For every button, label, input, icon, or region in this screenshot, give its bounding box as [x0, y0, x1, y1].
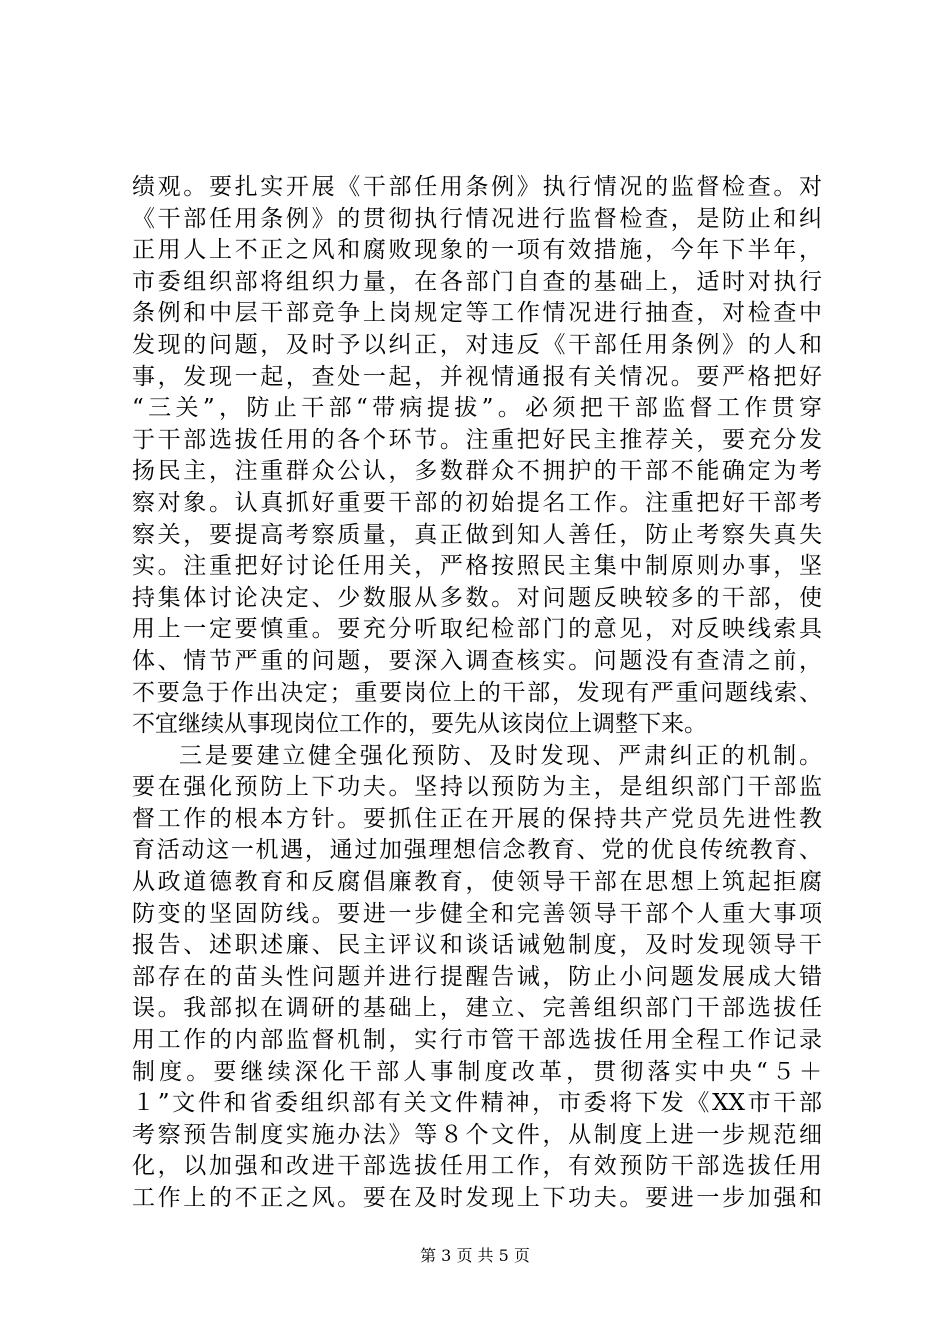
text-line: 持集体讨论决定、少数服从多数。对问题反映较多的干部，使 [132, 584, 822, 611]
text-line: 制度。要继续深化干部人事制度改革，贯彻落实中央“５＋ [132, 1058, 822, 1085]
text-line: 绩观。要扎实开展《干部任用条例》执行情况的监督检查。对 [132, 174, 822, 200]
text-line: 正用人上不正之风和腐败现象的一项有效措施，今年下半年， [132, 237, 822, 264]
text-line: 察对象。认真抓好重要干部的初始提名工作。注重把好干部考 [132, 489, 822, 516]
text-line: 督工作的根本方针。要抓住正在开展的保持共产党员先进性教 [132, 805, 822, 832]
text-line: 于干部选拔任用的各个环节。注重把好民主推荐关，要充分发 [132, 426, 822, 453]
text-line: 《干部任用条例》的贯彻执行情况进行监督检查，是防止和纠 [132, 205, 822, 232]
text-line: 部存在的苗头性问题并进行提醒告诫，防止小问题发展成大错 [132, 963, 822, 990]
text-line: 用工作的内部监督机制，实行市管干部选拔任用全程工作记录 [132, 1027, 822, 1054]
text-line: 条例和中层干部竞争上岗规定等工作情况进行抽查，对检查中 [132, 300, 822, 327]
text-line: 要在强化预防上下功夫。坚持以预防为主，是组织部门干部监 [132, 774, 822, 801]
text-line: 不宜继续从事现岗位工作的，要先从该岗位上调整下来。 [132, 711, 707, 738]
text-line: 误。我部拟在调研的基础上，建立、完善组织部门干部选拔任 [132, 995, 822, 1022]
text-line: 体、情节严重的问题，要深入调查核实。问题没有查清之前， [132, 647, 822, 674]
text-line: 化，以加强和改进干部选拔任用工作，有效预防干部选拔任用 [132, 1153, 822, 1180]
text-line: 不要急于作出决定；重要岗位上的干部，发现有严重问题线索、 [132, 679, 822, 706]
text-line: 从政道德教育和反腐倡廉教育，使领导干部在思想上筑起拒腐 [132, 869, 822, 896]
text-line: 发现的问题，及时予以纠正，对违反《干部任用条例》的人和 [132, 331, 822, 358]
text-line: 市委组织部将组织力量，在各部门自查的基础上，适时对执行 [132, 268, 822, 295]
text-line: 用上一定要慎重。要充分听取纪检部门的意见，对反映线索具 [132, 616, 822, 643]
text-line: 防变的坚固防线。要进一步健全和完善领导干部个人重大事项 [132, 900, 822, 927]
text-line: 扬民主，注重群众公认，多数群众不拥护的干部不能确定为考 [132, 458, 822, 485]
text-line: 工作上的不正之风。要在及时发现上下功夫。要进一步加强和 [132, 1185, 822, 1211]
text-line: 察关，要提高考察质量，真正做到知人善任，防止考察失真失 [132, 521, 822, 548]
text-line: 报告、述职述廉、民主评议和谈话诫勉制度，及时发现领导干 [132, 932, 822, 959]
text-line: １”文件和省委组织部有关文件精神，市委将下发《XX市干部 [132, 1090, 822, 1117]
text-line: 实。注重把好讨论任用关，严格按照民主集中制原则办事，坚 [132, 553, 822, 580]
text-line: “三关”，防止干部“带病提拔”。必须把干部监督工作贯穿 [132, 395, 822, 422]
text-line: 三是要建立健全强化预防、及时发现、严肃纠正的机制。 [179, 742, 822, 769]
body-text [132, 172, 822, 1215]
text-line: 考察预告制度实施办法》等８个文件，从制度上进一步规范细 [132, 1121, 822, 1148]
text-line: 事，发现一起，查处一起，并视情通报有关情况。要严格把好 [132, 363, 822, 390]
page-number-footer: 第 3 页 共 5 页 [420, 1246, 530, 1265]
text-line: 育活动这一机遇，通过加强理想信念教育、党的优良传统教育、 [132, 837, 822, 864]
